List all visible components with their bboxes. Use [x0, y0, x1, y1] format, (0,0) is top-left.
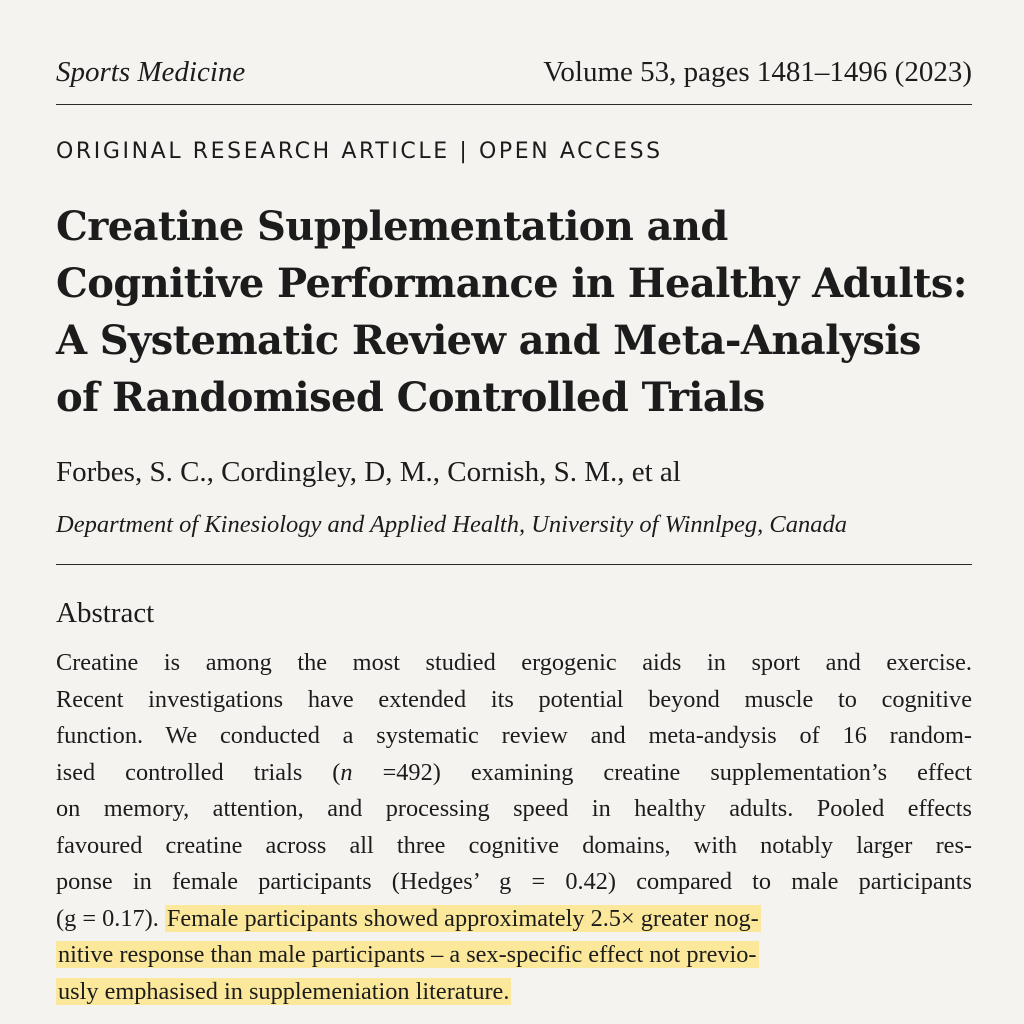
title-line: Creatine Supplementation and	[56, 203, 728, 250]
section-divider	[56, 564, 972, 565]
header-divider	[56, 104, 972, 105]
abstract-line-start: (g = 0.17).	[56, 904, 165, 932]
abstract-line: function. We conducted a systematic review and meta-andysis of 16 random-	[56, 722, 972, 749]
abstract-line: Creatine is among the most studied ergogenic aids in sport and exercise.	[56, 649, 972, 676]
affiliation: Department of Kinesiology and Applied Health, University of Winnlpeg, Canada	[56, 511, 847, 538]
highlighted-text: usly emphasised in supplemeniation literature.	[58, 977, 510, 1005]
abstract-line: on memory, attention, and processing speed in healthy adults. Pooled effects	[56, 795, 972, 822]
running-head	[56, 52, 972, 92]
article-title	[56, 198, 996, 426]
volume-pages: Volume 53, pages 1481–1496 (2023)	[543, 56, 972, 88]
article-type-label: ORIGINAL RESEARCH ARTICLE | OPEN ACCESS	[56, 139, 663, 164]
highlighted-text: nitive response than male participants – a sex-specific effect not previo-	[58, 941, 757, 968]
title-line: A Systematic Review and Meta-Analysis	[56, 317, 921, 364]
title-line: of Randomised Controlled Trials	[56, 374, 765, 421]
highlighted-text: Female participants showed approximately 2.5× greater nog-	[166, 904, 759, 932]
abstract-line-start: ised controlled trials (	[56, 758, 341, 786]
abstract-line: ponse in female participants (Hedges’ g = 0.42) compared to male participants	[56, 868, 972, 895]
abstract-line	[56, 755, 972, 792]
abstract-line-end: =492) examining creatine supplementation’s effect	[352, 758, 972, 786]
article-page	[56, 0, 972, 1024]
journal-name: Sports Medicine	[56, 56, 246, 88]
abstract-heading: Abstract	[56, 597, 155, 629]
title-line: Cognitive Performance in Healthy Adults:	[56, 260, 967, 307]
abstract-text	[56, 645, 972, 1010]
abstract-line	[56, 901, 972, 938]
abstract-line: Recent investigations have extended its potential beyond muscle to cognitive	[56, 685, 972, 713]
author-list: Forbes, S. C., Cordingley, D, M., Cornish, S. M., et al	[56, 456, 681, 488]
abstract-line: favoured creatine across all three cognitive domains, with notably larger res-	[56, 831, 972, 859]
sample-size-symbol: n	[340, 758, 353, 786]
abstract-line	[56, 937, 972, 974]
abstract-line	[56, 974, 972, 1011]
